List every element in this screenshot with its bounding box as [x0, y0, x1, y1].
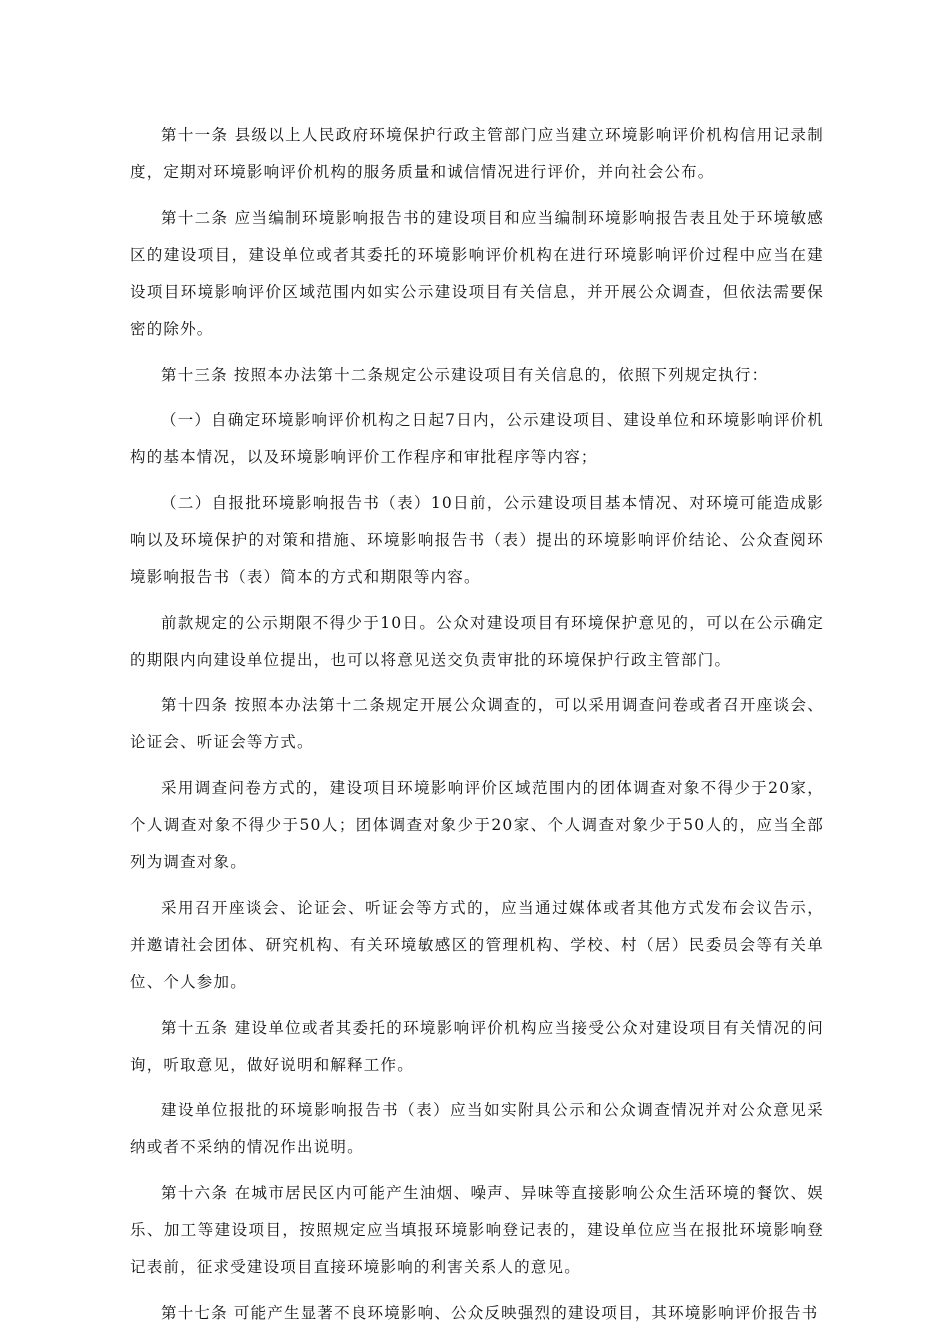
paragraph-article-13-item-1: （一）自确定环境影响评价机构之日起7日内，公示建设项目、建设单位和环境影响评价机构的基本情况，以及环境影响评价工作程序和审批程序等内容； — [130, 411, 824, 467]
paragraph-article-17: 第十七条 可能产生显著不良环境影响、公众反映强烈的建设项目，其环境影响评价报告书 — [161, 1303, 819, 1322]
paragraph-article-16: 第十六条 在城市居民区内可能产生油烟、噪声、异味等直接影响公众生活环境的餐饮、娱乐、加工等建设项目，按照规定应当填报环境影响登记表的，建设单位应当在报批环境影响登记表前，征求受建设项目直接环境影响的利害关系人的意见。 — [130, 1183, 824, 1277]
paragraph-article-14: 第十四条 按照本办法第十二条规定开展公众调查的，可以采用调查问卷或者召开座谈会、论证会、听证会等方式。 — [130, 696, 824, 752]
document-page — [130, 117, 824, 1340]
paragraph-article-14-meetings: 采用召开座谈会、论证会、听证会等方式的，应当通过媒体或者其他方式发布会议告示，并邀请社会团体、研究机构、有关环境敏感区的管理机构、学校、村（居）民委员会等有关单位、个人参加。 — [130, 898, 824, 992]
paragraph-article-15-report: 建设单位报批的环境影响报告书（表）应当如实附具公示和公众调查情况并对公众意见采纳或者不采纳的情况作出说明。 — [130, 1101, 824, 1157]
paragraph-article-13-publicity-period: 前款规定的公示期限不得少于10日。公众对建设项目有环境保护意见的，可以在公示确定的期限内向建设单位提出，也可以将意见送交负责审批的环境保护行政主管部门。 — [130, 613, 824, 669]
paragraph-article-13-item-2: （二）自报批环境影响报告书（表）10日前，公示建设项目基本情况、对环境可能造成影响以及环境保护的对策和措施、环境影响报告书（表）提出的环境影响评价结论、公众查阅环境影响报告书（表）简本的方式和期限等内容。 — [130, 493, 824, 587]
paragraph-article-13: 第十三条 按照本办法第十二条规定公示建设项目有关信息的，依照下列规定执行： — [161, 365, 769, 384]
paragraph-article-12: 第十二条 应当编制环境影响报告书的建设项目和应当编制环境影响报告表且处于环境敏感区的建设项目，建设单位或者其委托的环境影响评价机构在进行环境影响评价过程中应当在建设项目环境影响评价区域范围内如实公示建设项目有关信息，并开展公众调查，但依法需要保密的除外。 — [130, 208, 824, 339]
paragraph-article-14-questionnaire: 采用调查问卷方式的，建设项目环境影响评价区域范围内的团体调查对象不得少于20家，个人调查对象不得少于50人；团体调查对象少于20家、个人调查对象少于50人的，应当全部列为调查对象。 — [130, 778, 824, 872]
paragraph-article-11: 第十一条 县级以上人民政府环境保护行政主管部门应当建立环境影响评价机构信用记录制度，定期对环境影响评价机构的服务质量和诚信情况进行评价，并向社会公布。 — [130, 126, 824, 182]
paragraph-article-15: 第十五条 建设单位或者其委托的环境影响评价机构应当接受公众对建设项目有关情况的问询，听取意见，做好说明和解释工作。 — [130, 1018, 824, 1074]
